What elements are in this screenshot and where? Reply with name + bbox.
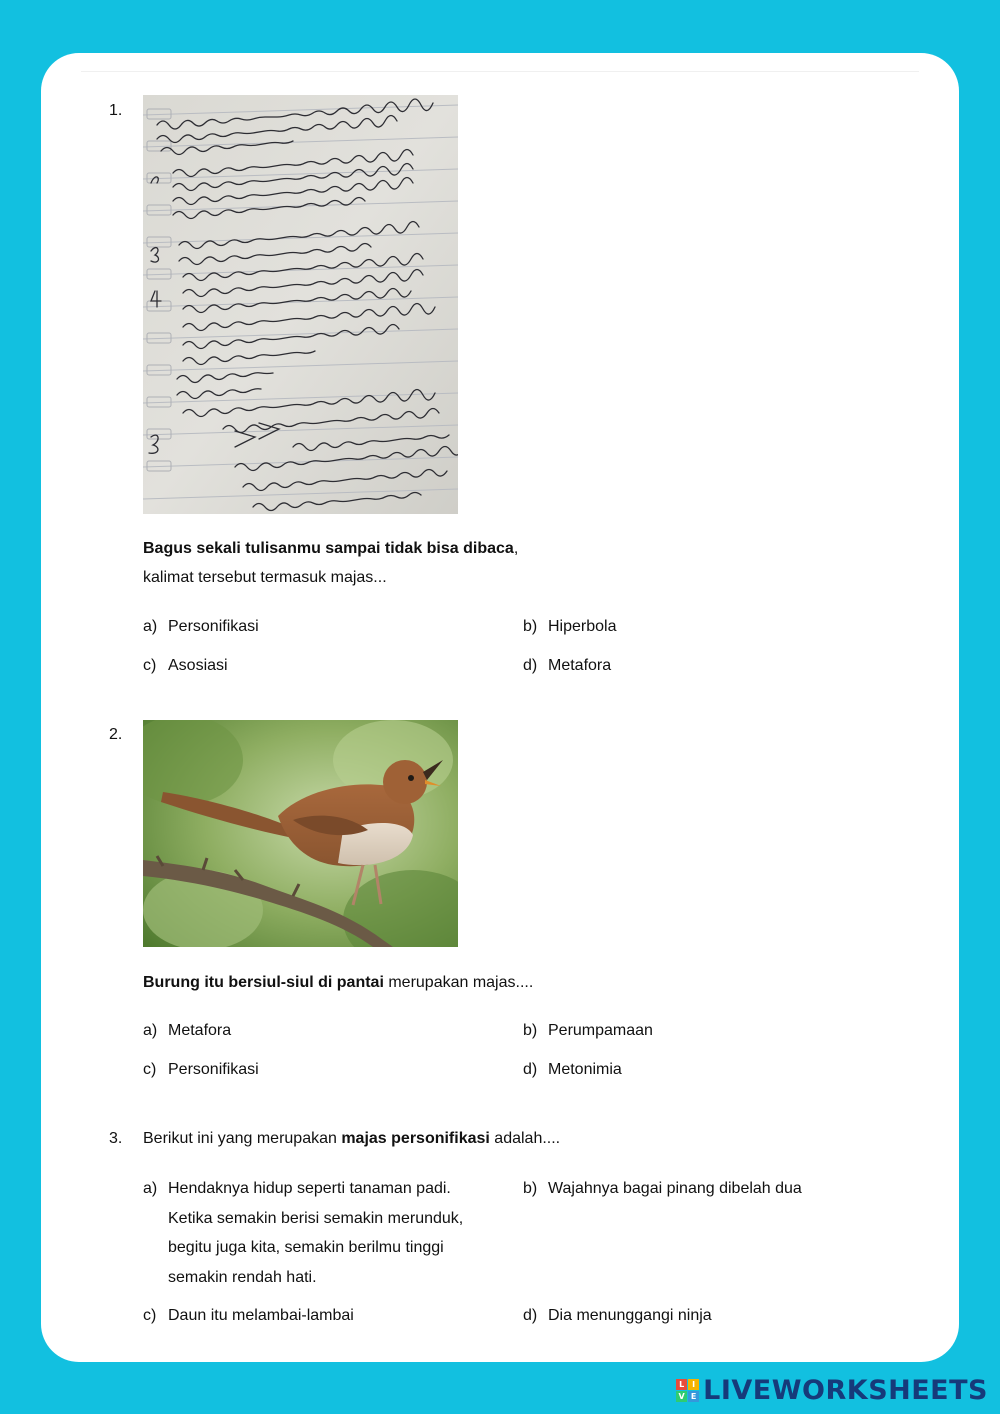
live-logo-icon [676,1379,699,1402]
option-letter: a) [143,618,158,635]
option-text-line: Ketika semakin berisi semakin merunduk, [168,1209,464,1227]
question-3-option-b[interactable] [523,1174,802,1203]
logo-letter-e: E [688,1391,699,1402]
question-1-stem-bold: Bagus sekali tulisanmu sampai tidak bisa dibaca [143,540,514,557]
question-1-option-c[interactable] [143,651,228,680]
question-2-stem [143,968,533,997]
question-3-option-a[interactable] [143,1174,463,1292]
option-letter: a) [143,1022,158,1039]
question-3-number: 3. [109,1130,123,1147]
question-1-number: 1. [109,102,123,119]
option-text: Perumpamaan [548,1022,653,1039]
worksheet-page [41,53,959,1362]
question-2-option-b[interactable] [523,1016,653,1045]
singing-bird-image [143,720,458,947]
option-text: Personifikasi [168,618,259,635]
question-3-stem-bold: majas personifikasi [341,1130,490,1147]
option-letter: a) [143,1180,158,1197]
question-3-option-d[interactable] [523,1301,712,1330]
option-letter: d) [523,657,538,674]
question-3-stem [143,1124,560,1153]
question-1-stem-line2: kalimat tersebut termasuk majas... [143,569,387,586]
option-text: Dia menunggangi ninja [548,1307,712,1324]
option-text: Metafora [168,1022,232,1039]
option-letter: b) [523,618,538,635]
option-letter: c) [143,1307,157,1324]
question-2-stem-rest: merupakan majas.... [383,974,534,991]
option-text: Wajahnya bagai pinang dibelah dua [548,1180,802,1197]
option-text: Hiperbola [548,618,617,635]
logo-letter-v: V [676,1391,687,1402]
question-1-option-a[interactable] [143,612,259,641]
question-1-option-b[interactable] [523,612,616,641]
question-3-stem-pre: Berikut ini yang merupakan [143,1130,342,1147]
question-2-option-c[interactable] [143,1055,259,1084]
option-letter: d) [523,1061,538,1078]
option-letter: b) [523,1180,538,1197]
option-text: Metafora [548,657,612,674]
question-3-stem-rest: adalah.... [489,1130,561,1147]
option-letter: c) [143,1061,157,1078]
top-divider [81,71,919,72]
question-1-stem [143,534,518,592]
question-2-option-a[interactable] [143,1016,231,1045]
option-letter: d) [523,1307,538,1324]
option-text: Daun itu melambai-lambai [168,1307,354,1324]
option-text-line: semakin rendah hati. [168,1268,317,1286]
brand-text: LIVEWORKSHEETS [703,1374,988,1406]
handwritten-notes-image [143,95,458,514]
question-2-option-d[interactable] [523,1055,622,1084]
option-text: Personifikasi [168,1061,259,1078]
option-letter: b) [523,1022,538,1039]
question-1-option-d[interactable] [523,651,611,680]
logo-letter-i: I [688,1379,699,1390]
question-2-number: 2. [109,726,123,743]
option-letter: c) [143,657,157,674]
option-text: Metonimia [548,1061,622,1078]
option-text-line: begitu juga kita, semakin berilmu tinggi [168,1239,444,1256]
logo-letter-l: L [676,1379,687,1390]
option-text: Asosiasi [168,657,228,674]
option-text-line: Hendaknya hidup seperti tanaman padi. [168,1180,451,1197]
question-2-stem-bold: Burung itu bersiul-siul di pantai [143,974,384,991]
question-1-stem-rest: , [513,540,519,557]
question-3-option-c[interactable] [143,1301,354,1330]
liveworksheets-brand[interactable] [676,1373,988,1407]
